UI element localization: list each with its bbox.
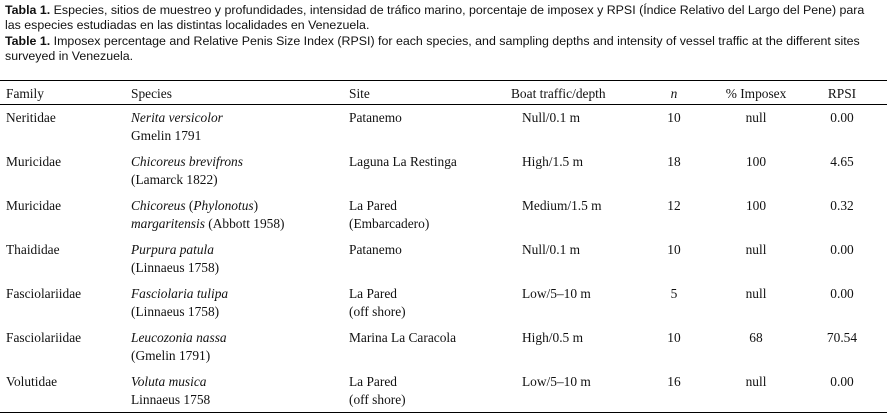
cell-species-line2: Linnaeus 1758 [131,392,211,407]
cell-species-line2: (Linnaeus 1758) [131,304,220,319]
cell-species-line1 [131,329,227,347]
caption-english-text: Imposex percentage and Relative Penis Size Index (RPSI) for each species, and sampling depths and intensity of vessel traffic at the different sites surveyed in Venezuela. [5,34,860,63]
species-name: Fasciolaria tulipa [131,286,229,301]
cell-n: 18 [667,154,681,169]
cell-traffic: Medium/1.5 m [522,198,602,213]
top-rule [0,80,887,81]
cell-species-line2: (Linnaeus 1758) [131,260,220,275]
table-caption [5,3,883,64]
cell-rpsi: 0.00 [830,374,854,389]
cell-rpsi: 0.00 [830,242,854,257]
header-site: Site [349,86,370,101]
cell-traffic: Null/0.1 m [522,242,581,257]
caption-spanish-text: Especies, sitios de muestreo y profundidades, intensidad de tráfico marino, porcentaje de imposex y RPSI (Índice Relativo del Largo del Pene) para las especies estudiadas en las distintas localidades en Venezuela. [5,3,865,32]
cell-site-line2: (off shore) [349,392,406,407]
cell-site-line1: La Pared [349,286,397,301]
cell-site-line1: La Pared [349,374,397,389]
header-species: Species [131,86,172,101]
cell-n: 16 [667,374,681,389]
cell-imposex: null [745,242,767,257]
header-family: Family [6,86,44,101]
cell-family: Fasciolariidae [6,330,82,345]
cell-family: Volutidae [6,374,58,389]
cell-traffic: Low/5–10 m [522,374,591,389]
species-name: Chicoreus brevifrons [131,154,243,169]
cell-family: Thaididae [6,242,60,257]
header-rpsi: RPSI [827,86,857,101]
cell-family: Fasciolariidae [6,286,82,301]
cell-site-line1: Patanemo [349,242,402,257]
cell-rpsi: 4.65 [830,154,854,169]
species-name: Leucozonia nassa [131,330,227,345]
cell-species-line2: Gmelin 1791 [131,128,202,143]
header-imposex: % Imposex [725,86,787,101]
caption-spanish-label: Tabla 1. [5,3,51,17]
cell-n: 5 [670,286,678,301]
cell-traffic: High/1.5 m [522,154,584,169]
cell-site-line1: Marina La Caracola [349,330,457,345]
cell-species-line1 [131,153,243,171]
cell-imposex: null [745,110,767,125]
caption-english-label: Table 1. [5,34,51,48]
cell-rpsi: 0.00 [830,286,854,301]
cell-imposex: 100 [745,154,767,169]
cell-traffic: Low/5–10 m [522,286,591,301]
cell-species-line1 [131,197,258,215]
cell-site-line1: Patanemo [349,110,402,125]
species-name: Purpura patula [131,242,214,257]
cell-family: Neritidae [6,110,56,125]
header-traffic: Boat traffic/depth [511,86,606,101]
cell-species-line1 [131,285,228,303]
cell-family: Muricidae [6,154,62,169]
cell-species-line1 [131,373,207,391]
cell-species-line2: margaritensis (Abbott 1958) [131,216,285,231]
cell-site-line1: Laguna La Restinga [349,154,457,169]
species-name: Voluta musica [131,374,207,389]
cell-site-line1: La Pared [349,198,397,213]
cell-species-line1 [131,109,223,127]
cell-family: Muricidae [6,198,62,213]
cell-rpsi: 0.00 [830,110,854,125]
cell-imposex: 100 [745,198,767,213]
header-n: n [670,86,678,101]
cell-rpsi: 70.54 [826,330,858,345]
bottom-rule [0,412,887,413]
cell-rpsi: 0.32 [830,198,854,213]
cell-species-line2: (Gmelin 1791) [131,348,211,363]
header-rule [0,104,887,105]
cell-traffic: High/0.5 m [522,330,584,345]
cell-species-line2: (Lamarck 1822) [131,172,218,187]
species-subgenus: (Phylonotus) [185,198,259,213]
cell-n: 12 [667,198,681,213]
cell-traffic: Null/0.1 m [522,110,581,125]
cell-imposex: 68 [749,330,763,345]
cell-imposex: null [745,286,767,301]
cell-imposex: null [745,374,767,389]
cell-species-line1 [131,241,214,259]
caption-english [5,34,883,64]
species-name: Chicoreus [131,198,186,213]
cell-n: 10 [667,242,681,257]
caption-spanish [5,3,883,33]
cell-n: 10 [667,110,681,125]
species-name: Nerita versicolor [131,110,223,125]
cell-site-line2: (off shore) [349,304,406,319]
cell-site-line2: (Embarcadero) [349,216,430,231]
cell-n: 10 [667,330,681,345]
